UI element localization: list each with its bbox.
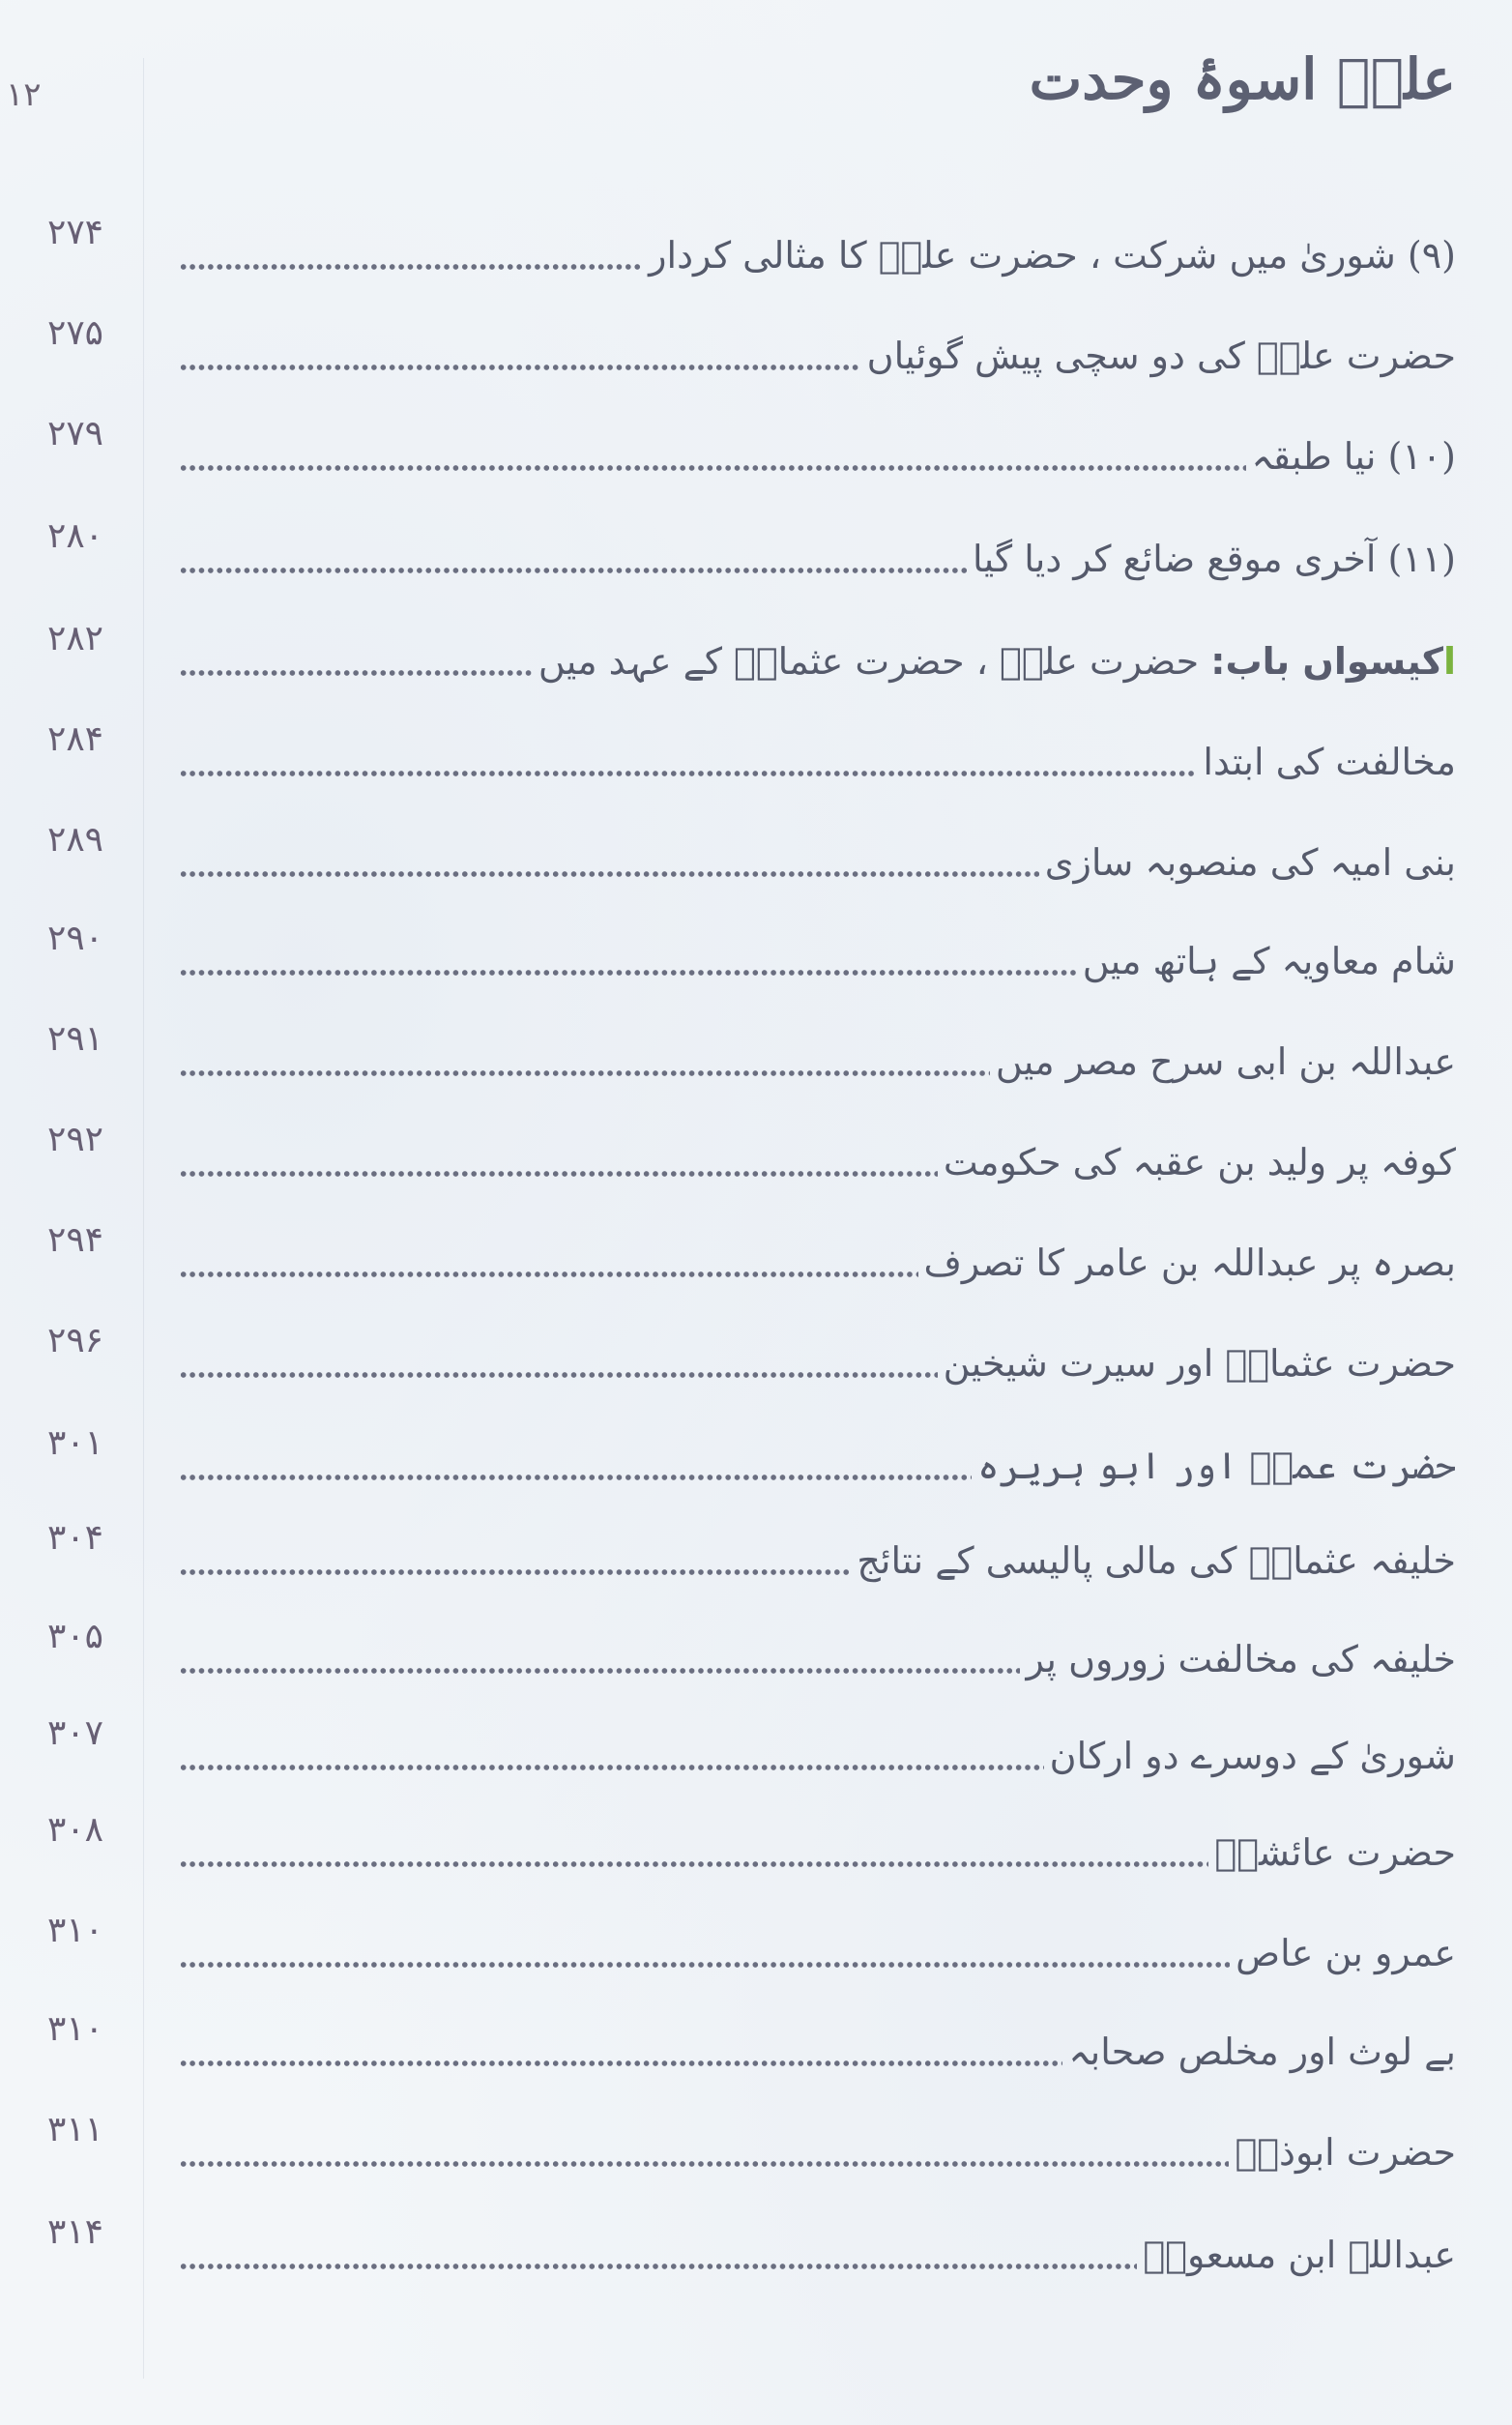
toc-entry[interactable] <box>0 304 1512 391</box>
toc-entry-line <box>179 304 1456 391</box>
toc-title: (۹) شوریٰ میں شرکت ، حضرت علیؑ کا مثالی کردار <box>649 234 1456 278</box>
toc-page-number: ۲۹۶ <box>46 1321 103 1360</box>
dot-leader <box>179 1961 1230 1969</box>
toc-entry[interactable] <box>0 404 1512 491</box>
toc-page-number: ۳۱۰ <box>46 1911 103 1950</box>
toc-chapter-title <box>538 640 1456 696</box>
dot-leader <box>179 669 533 677</box>
dot-leader <box>179 1764 1044 1771</box>
toc-entry-line <box>179 1607 1456 1694</box>
chapter-label: اکیسواں باب: <box>1210 640 1456 684</box>
toc-entry[interactable] <box>0 1311 1512 1398</box>
toc-entry[interactable] <box>0 1800 1512 1887</box>
toc-page-number: ۲۹۲ <box>46 1120 103 1159</box>
toc-page-number: ۲۹۴ <box>46 1220 103 1260</box>
running-title: علیؑ اسوۂ وحدت <box>1029 46 1456 112</box>
toc-page-number: ۳۰۵ <box>46 1617 103 1656</box>
toc-title: عبداللہ ابن مسعودؓ <box>1143 2234 1456 2277</box>
toc-entry-line <box>179 810 1456 897</box>
toc-title: حضرت ابوذرؓ <box>1235 2131 1456 2175</box>
toc-title: کوفہ پر ولید بن عقبہ کی حکومت <box>943 1141 1456 1184</box>
toc-page-number: ۳۰۷ <box>46 1713 103 1753</box>
dot-leader <box>179 1474 972 1481</box>
toc-entry-line <box>179 1901 1456 1988</box>
toc-entry[interactable] <box>0 1110 1512 1197</box>
toc-page-number: ۲۹۱ <box>46 1019 103 1059</box>
dot-leader <box>179 1271 918 1278</box>
toc-entry[interactable] <box>0 2203 1512 2290</box>
toc-entry-line <box>179 1414 1456 1501</box>
toc-title: بنی امیہ کی منصوبہ سازی <box>1044 841 1456 885</box>
toc-entry[interactable] <box>0 1211 1512 1298</box>
toc-page-number: ۳۱۰ <box>46 2009 103 2049</box>
toc-title: حضرت عمرؓ اور ابو ہریرہ <box>977 1445 1456 1488</box>
toc-entry[interactable] <box>0 1704 1512 1791</box>
toc-title: حضرت عائشہؓ <box>1214 1831 1456 1875</box>
dot-leader <box>179 870 1039 878</box>
toc-entry[interactable] <box>0 2100 1512 2187</box>
dot-leader <box>179 263 643 271</box>
toc-entry[interactable] <box>0 507 1512 594</box>
dot-leader <box>179 1568 851 1576</box>
toc-page-number: ۲۹۰ <box>46 919 103 958</box>
page-number: ۱۲ <box>6 75 42 114</box>
toc-title: خلیفہ کی مخالفت زوروں پر <box>1026 1638 1456 1681</box>
toc-entry[interactable] <box>0 2000 1512 2087</box>
toc-entry[interactable] <box>0 1414 1512 1501</box>
toc-page-number: ۲۷۴ <box>46 213 103 252</box>
chapter-initial-letter: ا <box>1442 640 1456 684</box>
dot-leader <box>179 2160 1229 2168</box>
dot-leader <box>179 1667 1020 1675</box>
toc-entry-line <box>179 2000 1456 2087</box>
toc-page-number: ۲۸۲ <box>46 619 103 658</box>
toc-page-number: ۲۸۰ <box>46 516 103 556</box>
dot-leader <box>179 2263 1137 2270</box>
toc-title: عبداللہ بن ابی سرح مصر میں <box>995 1040 1456 1084</box>
toc-entry-line <box>179 1211 1456 1298</box>
toc-entry[interactable] <box>0 810 1512 897</box>
toc-title: مخالفت کی ابتدا <box>1203 741 1456 784</box>
toc-entry[interactable] <box>0 1607 1512 1694</box>
dot-leader <box>179 464 1246 472</box>
toc-page-number: ۳۰۱ <box>46 1423 103 1463</box>
toc-title: حضرت عثمانؓ اور سیرت شیخین <box>943 1342 1456 1386</box>
dot-leader <box>179 969 1077 977</box>
toc-page-number: ۳۱۴ <box>46 2212 103 2252</box>
toc-page-number: ۳۰۴ <box>46 1518 103 1558</box>
dot-leader <box>179 2060 1062 2067</box>
toc-chapter-entry[interactable] <box>0 609 1512 696</box>
toc-entry-line <box>179 2100 1456 2187</box>
dot-leader <box>179 1860 1208 1868</box>
toc-title: (۱۰) نیا طبقہ <box>1251 435 1456 479</box>
toc-entry-line <box>179 507 1456 594</box>
toc-entry[interactable] <box>0 1508 1512 1595</box>
toc-entry[interactable] <box>0 203 1512 290</box>
toc-entry[interactable] <box>0 710 1512 797</box>
toc-title: بے لوث اور مخلص صحابہ <box>1068 2031 1456 2074</box>
toc-page-number: ۲۸۹ <box>46 820 103 860</box>
dot-leader <box>179 1069 990 1077</box>
toc-page-number: ۲۷۹ <box>46 414 103 453</box>
toc-entry-line <box>179 1508 1456 1595</box>
toc-entry-line <box>179 1311 1456 1398</box>
chapter-title-text: حضرت علیؑ ، حضرت عثمانؓ کے عہد میں <box>538 640 1211 684</box>
toc-page-number: ۳۱۱ <box>46 2110 103 2149</box>
toc-entry[interactable] <box>0 1901 1512 1988</box>
toc-entry-line <box>179 1110 1456 1197</box>
toc-entry-line <box>179 909 1456 996</box>
dot-leader <box>179 567 967 574</box>
toc-entry-line <box>179 203 1456 290</box>
toc-title: عمرو بن عاص <box>1236 1932 1456 1975</box>
toc-title: (۱۱) آخری موقع ضائع کر دیا گیا <box>972 538 1456 581</box>
toc-title: بصرہ پر عبداللہ بن عامر کا تصرف <box>923 1242 1456 1285</box>
toc-entry[interactable] <box>0 1009 1512 1096</box>
toc-entry-line <box>179 2203 1456 2290</box>
toc-title: خلیفہ عثمانؓ کی مالی پالیسی کے نتائج <box>857 1539 1456 1583</box>
toc-entry-line <box>179 1800 1456 1887</box>
toc-entry-line <box>179 404 1456 491</box>
toc-entry-line <box>179 710 1456 797</box>
dot-leader <box>179 1170 938 1178</box>
toc-entry-line <box>179 609 1456 696</box>
toc-page-number: ۲۷۵ <box>46 313 103 353</box>
dot-leader <box>179 770 1197 777</box>
dot-leader <box>179 1371 938 1379</box>
toc-entry-line <box>179 1704 1456 1791</box>
dot-leader <box>179 364 861 371</box>
toc-entry-line <box>179 1009 1456 1096</box>
toc-title: شوریٰ کے دوسرے دو ارکان <box>1049 1735 1456 1778</box>
toc-page-number: ۲۸۴ <box>46 719 103 759</box>
toc-entry[interactable] <box>0 909 1512 996</box>
toc-title: شام معاویہ کے ہاتھ میں <box>1082 940 1456 983</box>
toc-title: حضرت علیؑ کی دو سچی پیش گوئیاں <box>866 335 1456 378</box>
toc-page-number: ۳۰۸ <box>46 1810 103 1850</box>
